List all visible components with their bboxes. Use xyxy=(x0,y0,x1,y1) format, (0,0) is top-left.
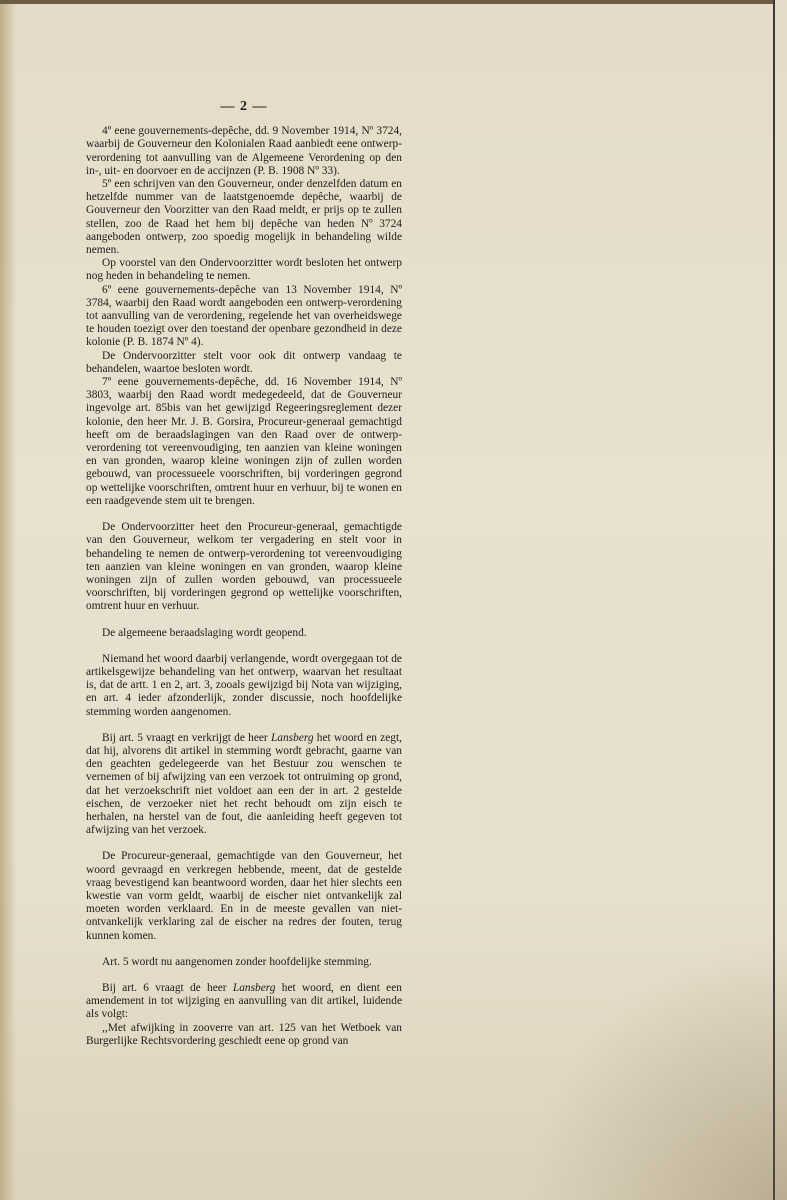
paragraph-5: 5º een schrijven van den Gouverneur, onder denzelfden datum en hetzelfde nummer van de laatstgenoemde depêche, waarbij de Gouverneur den Voorzitter van den Raad meldt, er prijs op te zullen stellen, zoo de Raad het hem bij depêche van heden Nº 3724 aangeboden ontwerp, zoo spoedig mogelijk in behandeling wilde nemen. xyxy=(86,178,402,257)
page-number: — 2 — xyxy=(220,99,268,114)
text-run: het woord, en dient een amendement in tot wijziging en aanvulling van dit artikel, luidende als volgt: xyxy=(86,981,402,1021)
paragraph-article-5-answer: De Procureur-generaal, gemachtigde van den Gouverneur, het woord gevraagd en verkregen hebbende, meent, dat de gestelde vraag bevestigend kan beantwoord worden, daar het hier slechts een kwestie van vorm geldt, waarbij de eischer niet ontvankelijk zal moeten worden verklaard. En in de meeste gevallen van niet-ontvankelijk verklaring zal de eischer na redres der fouten, terug kunnen komen. xyxy=(86,850,402,942)
text-run: Bij art. 5 vraagt en verkrijgt de heer xyxy=(102,731,271,744)
paragraph-welcome: De Ondervoorzitter heet den Procureur-generaal, gemachtigde van den Gouverneur, welkom ter vergadering en stelt voor in behandeling te nemen de ontwerp-verordening tot vereenvoudiging ten aanzien van kleine woningen en van gronden, waarop kleine woningen zijn of zullen worden gebouwd, van processueele voorschriften, bij vorderingen gegrond op wettelijke voorschriften, omtrent huur en verhuur. xyxy=(86,521,402,613)
paragraph-4: 4º eene gouvernements-depêche, dd. 9 November 1914, Nº 3724, waarbij de Gouverneur den Kolonialen Raad aanbiedt eene ontwerp-verordening tot aanvulling van de Algemeene Verordening op den in-, uit- en doorvoer en de accijnzen (P. B. 1908 Nº 33). xyxy=(86,125,402,177)
paragraph-article-6-amendment xyxy=(86,982,402,1022)
paragraph-decision-2: De Ondervoorzitter stelt voor ook dit ontwerp vandaag te behandelen, waartoe besloten wordt. xyxy=(86,349,402,375)
paragraph-6: 6º eene gouvernements-depêche van 13 November 1914, Nº 3784, waarbij den Raad wordt aangeboden een ontwerp-verordening tot aanvulling van de verordening, regelende het van overheidswege te houden toezigt over den toestand der openbare gezondheid in deze kolonie (P. B. 1874 Nº 4). xyxy=(86,283,402,349)
paragraph-general-debate: De algemeene beraadslaging wordt geopend. xyxy=(102,626,307,639)
text-run: het woord en zegt, dat hij, alvorens dit artikel in stemming wordt gebracht, gaarne van den geachten gedelegeerde van het Bestuur zou wenschen te vernemen of bij afwijzing van een verzoek tot ontruiming op grond, dat het verzoekschrift niet voldoet aan een der in art. 2 gestelde eischen, de verzoeker niet het recht behoudt om zijn eisch te herhalen, na herstel van de fout, die aanleiding heeft gegeven tot afwijzing van het verzoek. xyxy=(86,731,402,837)
speaker-name: Lansberg xyxy=(232,981,276,994)
paragraph-7: 7º eene gouvernements-depêche, dd. 16 November 1914, Nº 3803, waarbij den Raad wordt medegedeeld, dat de Gouverneur ingevolge art. 85bis van het gewijzigd Regeeringsreglement dezer kolonie, den heer Mr. J. B. Gorsira, Procureur-generaal gemachtigd heeft om de beraadslagingen van den Raad over de ontwerp-verordening tot vereenvoudiging, ten aanzien van kleine woningen en van gronden, waarop kleine woningen zijn of zullen worden gebouwd, van processueele voorschriften, bij vorderingen gegrond op wettelijke voorschriften, omtrent huur en verhuur, bij te wonen en een raadgevende stem uit te brengen. xyxy=(86,376,402,507)
scan-top-border xyxy=(0,0,775,4)
paragraph-decision-1: Op voorstel van den Ondervoorzitter wordt besloten het ontwerp nog heden in behandeling te nemen. xyxy=(86,257,402,283)
document-body xyxy=(86,100,402,1048)
text-run: Bij art. 6 vraagt de heer xyxy=(102,981,233,994)
page-left-edge xyxy=(0,0,16,1200)
paper-stain xyxy=(527,940,787,1200)
paragraph-article-5-question xyxy=(86,732,402,838)
paragraph-article-5-adopted: Art. 5 wordt nu aangenomen zonder hoofdelijke stemming. xyxy=(102,955,372,968)
speaker-name: Lansberg xyxy=(270,731,314,744)
paragraph-amendment-quote: ,,Met afwijking in zooverre van art. 125 van het Wetboek van Burgerlijke Rechtsvordering geschiedt eene op grond van xyxy=(86,1021,402,1047)
paragraph-articles-1-4: Niemand het woord daarbij verlangende, wordt overgegaan tot de artikelsgewijze behandeling van het ontwerp, waarvan het resultaat is, dat de artt. 1 en 2, art. 3, zooals gewijzigd bij Nota van wijziging, en art. 4 ieder afzonderlijk, zonder discussie, noch hoofdelijke stemming worden aangenomen. xyxy=(86,652,402,718)
